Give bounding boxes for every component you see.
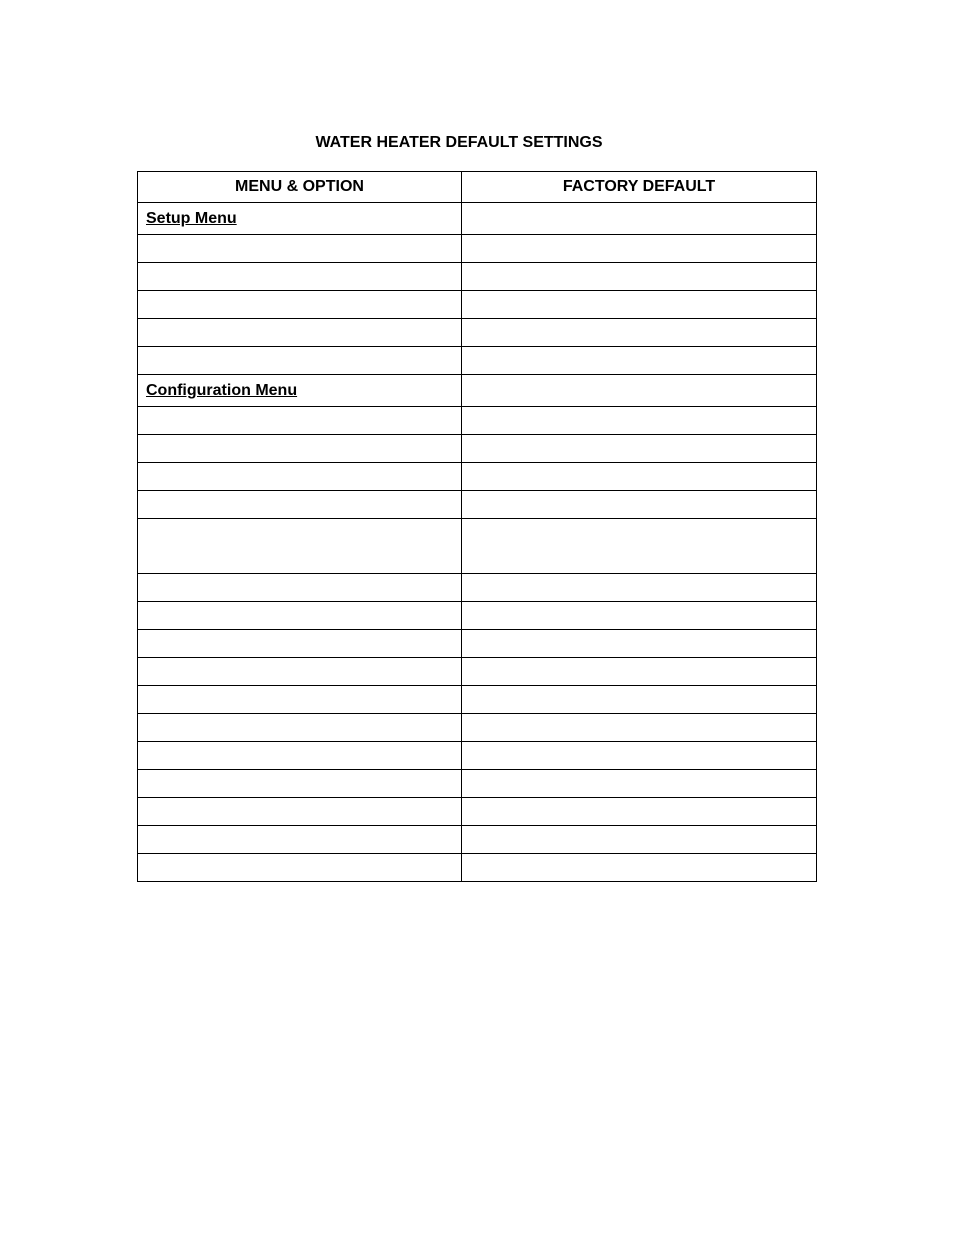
menu-option-cell xyxy=(138,574,462,602)
table-row xyxy=(138,235,817,263)
factory-default-cell xyxy=(462,826,817,854)
menu-option-cell xyxy=(138,714,462,742)
column-header-menu-option: MENU & OPTION xyxy=(138,172,462,203)
factory-default-cell xyxy=(462,658,817,686)
factory-default-cell xyxy=(462,375,817,407)
menu-option-cell xyxy=(138,686,462,714)
table-header-row xyxy=(138,172,817,203)
factory-default-cell xyxy=(462,686,817,714)
menu-option-cell xyxy=(138,491,462,519)
table-row xyxy=(138,798,817,826)
factory-default-cell xyxy=(462,435,817,463)
factory-default-cell xyxy=(462,770,817,798)
factory-default-cell xyxy=(462,203,817,235)
menu-option-cell xyxy=(138,519,462,574)
menu-option-cell xyxy=(138,798,462,826)
factory-default-cell xyxy=(462,602,817,630)
table-row xyxy=(138,658,817,686)
factory-default-cell xyxy=(462,407,817,435)
factory-default-cell xyxy=(462,319,817,347)
table-row xyxy=(138,854,817,882)
table-row xyxy=(138,602,817,630)
table-row xyxy=(138,347,817,375)
menu-option-cell xyxy=(138,407,462,435)
table-row xyxy=(138,630,817,658)
table-section-row xyxy=(138,375,817,407)
menu-option-cell xyxy=(138,602,462,630)
factory-default-cell xyxy=(462,347,817,375)
menu-option-cell xyxy=(138,435,462,463)
menu-option-cell xyxy=(138,826,462,854)
factory-default-cell xyxy=(462,263,817,291)
table-row xyxy=(138,435,817,463)
section-heading: Setup Menu xyxy=(138,203,462,235)
menu-option-cell xyxy=(138,854,462,882)
menu-option-cell xyxy=(138,291,462,319)
table-row xyxy=(138,686,817,714)
factory-default-cell xyxy=(462,491,817,519)
menu-option-cell xyxy=(138,630,462,658)
factory-default-cell xyxy=(462,574,817,602)
section-heading: Configuration Menu xyxy=(138,375,462,407)
column-header-factory-default: FACTORY DEFAULT xyxy=(462,172,817,203)
table-row xyxy=(138,319,817,347)
factory-default-cell xyxy=(462,630,817,658)
menu-option-cell xyxy=(138,770,462,798)
table-row xyxy=(138,491,817,519)
factory-default-cell xyxy=(462,714,817,742)
menu-option-cell xyxy=(138,263,462,291)
menu-option-cell xyxy=(138,658,462,686)
table-row xyxy=(138,714,817,742)
table-row xyxy=(138,574,817,602)
table-row xyxy=(138,291,817,319)
table-section-row xyxy=(138,203,817,235)
table-row xyxy=(138,826,817,854)
factory-default-cell xyxy=(462,742,817,770)
table-row xyxy=(138,407,817,435)
table-row xyxy=(138,742,817,770)
table-row xyxy=(138,263,817,291)
table-row xyxy=(138,519,817,574)
factory-default-cell xyxy=(462,798,817,826)
table-row xyxy=(138,463,817,491)
menu-option-cell xyxy=(138,235,462,263)
menu-option-cell xyxy=(138,742,462,770)
default-settings-table xyxy=(137,171,817,882)
table-body xyxy=(138,203,817,882)
menu-option-cell xyxy=(138,347,462,375)
document-title: WATER HEATER DEFAULT SETTINGS xyxy=(315,134,603,151)
factory-default-cell xyxy=(462,854,817,882)
table-row xyxy=(138,770,817,798)
factory-default-cell xyxy=(462,463,817,491)
factory-default-cell xyxy=(462,291,817,319)
factory-default-cell xyxy=(462,519,817,574)
menu-option-cell xyxy=(138,463,462,491)
factory-default-cell xyxy=(462,235,817,263)
menu-option-cell xyxy=(138,319,462,347)
